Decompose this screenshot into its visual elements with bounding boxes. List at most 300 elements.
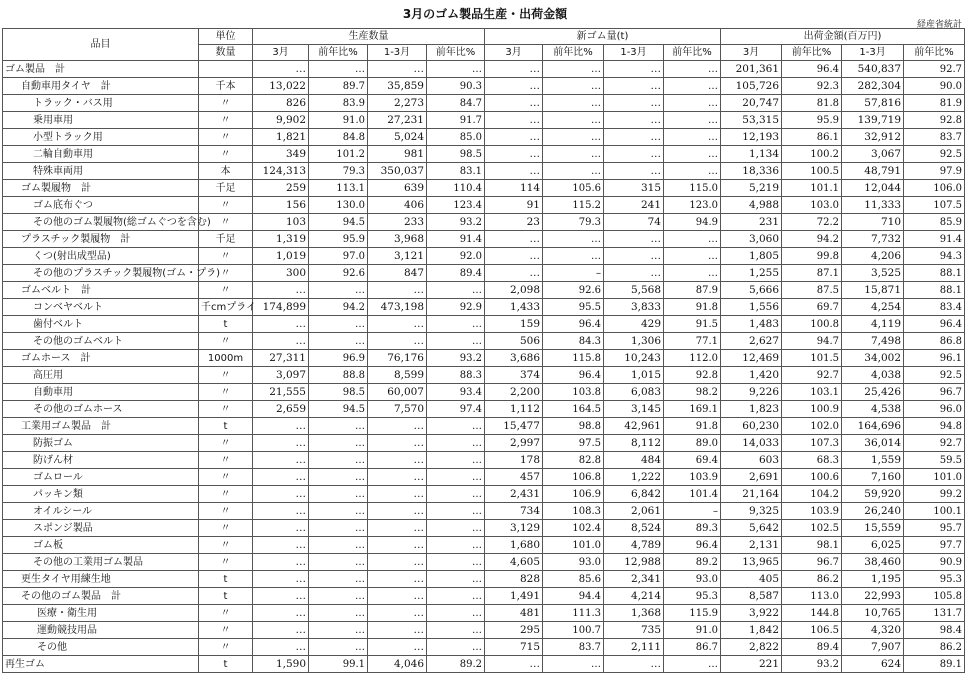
row-yoy-cell: … (427, 622, 485, 639)
row-item-name: その他のプラスチック製履物(ゴム・プラ) (3, 265, 199, 282)
row-value-cell: 15,871 (842, 282, 904, 299)
row-unit: 本 (199, 163, 253, 180)
row-value-cell: 221 (721, 656, 782, 673)
row-value-cell: 295 (485, 622, 543, 639)
row-unit: 〃 (199, 554, 253, 571)
row-yoy-cell: 90.3 (427, 78, 485, 95)
row-yoy-cell: 77.1 (664, 333, 721, 350)
table-row (3, 520, 965, 537)
row-yoy-cell: 115.2 (543, 197, 604, 214)
row-value-cell: 35,859 (368, 78, 427, 95)
row-yoy-cell: … (427, 469, 485, 486)
row-value-cell: 1,559 (842, 452, 904, 469)
row-value-cell: 7,732 (842, 231, 904, 248)
row-value-cell: 735 (604, 622, 664, 639)
table-row (3, 469, 965, 486)
table-row (3, 299, 965, 316)
row-yoy-cell: 96.9 (309, 350, 368, 367)
row-item-name: その他のゴムホース (3, 401, 199, 418)
row-value-cell: … (253, 520, 309, 537)
table-row (3, 265, 965, 282)
row-value-cell: 624 (842, 656, 904, 673)
row-yoy-cell: 94.5 (309, 214, 368, 231)
row-item-name: オイルシール (3, 503, 199, 520)
row-value-cell: 12,988 (604, 554, 664, 571)
row-value-cell: 2,431 (485, 486, 543, 503)
row-value-cell: 1,842 (721, 622, 782, 639)
row-value-cell: 26,240 (842, 503, 904, 520)
row-value-cell: 1,195 (842, 571, 904, 588)
row-value-cell: 6,025 (842, 537, 904, 554)
row-yoy-cell: 89.1 (904, 656, 965, 673)
table-row (3, 486, 965, 503)
row-yoy-cell: … (309, 571, 368, 588)
row-yoy-cell: … (427, 588, 485, 605)
row-yoy-cell: 93.2 (782, 656, 842, 673)
row-yoy-cell: 95.3 (904, 571, 965, 588)
row-item-name: ゴムロール (3, 469, 199, 486)
row-yoy-cell: 98.4 (904, 622, 965, 639)
row-value-cell: 3,145 (604, 401, 664, 418)
row-item-name: ゴム板 (3, 537, 199, 554)
row-value-cell: 710 (842, 214, 904, 231)
row-yoy-cell: 79.3 (543, 214, 604, 231)
row-item-name: 医療・衛生用 (3, 605, 199, 622)
row-value-cell: … (368, 282, 427, 299)
row-value-cell: 374 (485, 367, 543, 384)
row-value-cell: 4,214 (604, 588, 664, 605)
row-item-name: その他のゴム製履物(総ゴムぐつを含む) (3, 214, 199, 231)
row-yoy-cell: 96.4 (543, 316, 604, 333)
row-yoy-cell: 97.5 (543, 435, 604, 452)
row-yoy-cell: … (427, 537, 485, 554)
row-item-name: 特殊車両用 (3, 163, 199, 180)
row-value-cell: … (485, 95, 543, 112)
row-unit: 〃 (199, 282, 253, 299)
row-value-cell: 156 (253, 197, 309, 214)
row-value-cell: … (253, 588, 309, 605)
row-value-cell: … (368, 554, 427, 571)
row-yoy-cell: … (309, 452, 368, 469)
row-yoy-cell: 82.8 (543, 452, 604, 469)
row-value-cell: 4,320 (842, 622, 904, 639)
row-value-cell: … (368, 520, 427, 537)
row-item-name: くつ(射出成型品) (3, 248, 199, 265)
row-value-cell: … (485, 656, 543, 673)
row-value-cell: … (604, 129, 664, 146)
row-unit: 〃 (199, 486, 253, 503)
row-value-cell: 34,002 (842, 350, 904, 367)
row-value-cell: 8,524 (604, 520, 664, 537)
row-yoy-cell: 105.6 (543, 180, 604, 197)
rubber-products-table (2, 28, 965, 673)
row-value-cell: … (253, 61, 309, 78)
row-yoy-cell: 81.9 (904, 95, 965, 112)
row-yoy-cell: 100.6 (782, 469, 842, 486)
row-yoy-cell: … (309, 282, 368, 299)
row-value-cell: 60,007 (368, 384, 427, 401)
row-item-name: ゴム底布ぐつ (3, 197, 199, 214)
row-value-cell: 847 (368, 265, 427, 282)
row-unit: t (199, 588, 253, 605)
header-unit-top: 単位 (199, 29, 253, 45)
row-yoy-cell: 123.0 (664, 197, 721, 214)
row-yoy-cell: 84.8 (309, 129, 368, 146)
row-yoy-cell: 90.9 (904, 554, 965, 571)
row-yoy-cell: 92.6 (309, 265, 368, 282)
table-row (3, 282, 965, 299)
row-value-cell: … (253, 452, 309, 469)
row-unit: 〃 (199, 112, 253, 129)
row-value-cell: 350,037 (368, 163, 427, 180)
row-yoy-cell: 101.4 (664, 486, 721, 503)
row-value-cell: 91 (485, 197, 543, 214)
table-row (3, 146, 965, 163)
row-item-name: プラスチック製履物 計 (3, 231, 199, 248)
row-value-cell: 9,226 (721, 384, 782, 401)
row-yoy-cell: 68.3 (782, 452, 842, 469)
row-yoy-cell: 92.8 (904, 112, 965, 129)
row-item-name: 乗用車用 (3, 112, 199, 129)
row-value-cell: 174,899 (253, 299, 309, 316)
header-group-shipment: 出荷金額(百万円) (721, 29, 965, 45)
row-value-cell: 715 (485, 639, 543, 656)
row-yoy-cell: 91.7 (427, 112, 485, 129)
row-yoy-cell: 107.3 (782, 435, 842, 452)
row-value-cell: 105,726 (721, 78, 782, 95)
row-value-cell: 1,680 (485, 537, 543, 554)
row-item-name: 更生タイヤ用練生地 (3, 571, 199, 588)
row-yoy-cell: 85.6 (543, 571, 604, 588)
table-row (3, 78, 965, 95)
row-value-cell: 315 (604, 180, 664, 197)
row-unit: 〃 (199, 435, 253, 452)
table-row (3, 452, 965, 469)
row-value-cell: 7,570 (368, 401, 427, 418)
row-yoy-cell: 92.0 (427, 248, 485, 265)
row-yoy-cell: … (427, 418, 485, 435)
source-note: 経産省統計 (916, 20, 962, 30)
table-row (3, 180, 965, 197)
row-value-cell: 5,024 (368, 129, 427, 146)
row-yoy-cell: 108.3 (543, 503, 604, 520)
subheader: 1-3月 (842, 45, 904, 61)
row-yoy-cell: … (664, 61, 721, 78)
row-yoy-cell: 100.7 (543, 622, 604, 639)
row-value-cell: … (368, 622, 427, 639)
row-item-name: トラック・バス用 (3, 95, 199, 112)
row-value-cell: 406 (368, 197, 427, 214)
table-row (3, 554, 965, 571)
subheader: 前年比% (904, 45, 965, 61)
row-value-cell: 1,433 (485, 299, 543, 316)
row-yoy-cell: … (664, 129, 721, 146)
row-yoy-cell: … (309, 435, 368, 452)
row-yoy-cell: 111.3 (543, 605, 604, 622)
row-yoy-cell: 94.3 (904, 248, 965, 265)
row-yoy-cell: … (309, 418, 368, 435)
subheader: 3月 (253, 45, 309, 61)
row-value-cell: 32,912 (842, 129, 904, 146)
row-value-cell: 4,988 (721, 197, 782, 214)
row-value-cell: … (368, 571, 427, 588)
table-row (3, 316, 965, 333)
row-yoy-cell: 92.7 (904, 61, 965, 78)
row-yoy-cell: … (309, 588, 368, 605)
row-yoy-cell: 98.1 (782, 537, 842, 554)
row-value-cell: … (368, 333, 427, 350)
row-value-cell: 4,538 (842, 401, 904, 418)
row-item-name: ゴムベルト 計 (3, 282, 199, 299)
row-yoy-cell: … (543, 112, 604, 129)
row-value-cell: 20,747 (721, 95, 782, 112)
row-yoy-cell: 91.4 (427, 231, 485, 248)
row-value-cell: … (253, 316, 309, 333)
row-yoy-cell: 92.6 (543, 282, 604, 299)
row-yoy-cell: 97.0 (309, 248, 368, 265)
row-yoy-cell: … (543, 163, 604, 180)
row-value-cell: 1,491 (485, 588, 543, 605)
row-value-cell: 4,605 (485, 554, 543, 571)
row-value-cell: 21,555 (253, 384, 309, 401)
row-yoy-cell: 85.9 (904, 214, 965, 231)
row-unit: 〃 (199, 503, 253, 520)
table-row (3, 197, 965, 214)
row-yoy-cell: … (427, 316, 485, 333)
row-yoy-cell: 99.8 (782, 248, 842, 265)
table-row (3, 622, 965, 639)
row-unit: 〃 (199, 129, 253, 146)
row-yoy-cell: 91.8 (664, 418, 721, 435)
row-yoy-cell: 96.7 (904, 384, 965, 401)
row-yoy-cell: 89.4 (427, 265, 485, 282)
row-yoy-cell: 103.1 (782, 384, 842, 401)
row-value-cell: 603 (721, 452, 782, 469)
row-yoy-cell: – (664, 503, 721, 520)
row-yoy-cell: 102.4 (543, 520, 604, 537)
row-yoy-cell: … (664, 163, 721, 180)
row-unit: 千cmプライ (199, 299, 253, 316)
row-yoy-cell: … (664, 78, 721, 95)
row-yoy-cell: 103.0 (782, 197, 842, 214)
row-value-cell: 53,315 (721, 112, 782, 129)
row-yoy-cell: 106.8 (543, 469, 604, 486)
row-yoy-cell: … (543, 95, 604, 112)
row-yoy-cell: 144.8 (782, 605, 842, 622)
row-yoy-cell: 95.9 (309, 231, 368, 248)
row-value-cell: 3,525 (842, 265, 904, 282)
row-unit: 〃 (199, 384, 253, 401)
row-item-name: 運動競技用品 (3, 622, 199, 639)
row-yoy-cell: 101.0 (543, 537, 604, 554)
row-value-cell: 5,642 (721, 520, 782, 537)
row-value-cell: … (368, 537, 427, 554)
row-yoy-cell: 93.2 (427, 214, 485, 231)
row-unit: 〃 (199, 367, 253, 384)
row-yoy-cell: 94.7 (782, 333, 842, 350)
row-value-cell: 4,254 (842, 299, 904, 316)
row-value-cell: 60,230 (721, 418, 782, 435)
row-yoy-cell: 87.5 (782, 282, 842, 299)
row-value-cell: 2,098 (485, 282, 543, 299)
row-yoy-cell: 93.0 (664, 571, 721, 588)
table-row (3, 384, 965, 401)
row-yoy-cell: 89.3 (664, 520, 721, 537)
row-value-cell: 6,083 (604, 384, 664, 401)
row-yoy-cell: 86.7 (664, 639, 721, 656)
row-yoy-cell: … (427, 554, 485, 571)
row-value-cell: 7,160 (842, 469, 904, 486)
row-value-cell: 2,341 (604, 571, 664, 588)
row-value-cell: 164,696 (842, 418, 904, 435)
row-yoy-cell: 89.0 (664, 435, 721, 452)
row-yoy-cell: 88.1 (904, 282, 965, 299)
row-yoy-cell: … (309, 333, 368, 350)
row-yoy-cell: … (664, 95, 721, 112)
row-value-cell: … (604, 112, 664, 129)
row-value-cell: 23 (485, 214, 543, 231)
row-yoy-cell: … (664, 656, 721, 673)
row-yoy-cell: 87.9 (664, 282, 721, 299)
row-value-cell: … (485, 231, 543, 248)
row-yoy-cell: … (543, 129, 604, 146)
row-yoy-cell: … (309, 554, 368, 571)
row-value-cell: 10,765 (842, 605, 904, 622)
row-yoy-cell: … (309, 61, 368, 78)
row-unit: t (199, 316, 253, 333)
row-yoy-cell: … (427, 571, 485, 588)
row-value-cell: 4,038 (842, 367, 904, 384)
row-yoy-cell: 83.7 (543, 639, 604, 656)
row-value-cell: 233 (368, 214, 427, 231)
row-value-cell: 3,067 (842, 146, 904, 163)
row-value-cell: 429 (604, 316, 664, 333)
row-value-cell: … (253, 282, 309, 299)
row-yoy-cell: 100.1 (904, 503, 965, 520)
row-unit: 〃 (199, 622, 253, 639)
row-value-cell: 1,306 (604, 333, 664, 350)
row-value-cell: 2,627 (721, 333, 782, 350)
row-value-cell: … (253, 571, 309, 588)
row-yoy-cell: … (309, 520, 368, 537)
row-yoy-cell: … (427, 503, 485, 520)
table-row (3, 435, 965, 452)
subheader: 3月 (721, 45, 782, 61)
row-value-cell: … (368, 639, 427, 656)
row-yoy-cell: 59.5 (904, 452, 965, 469)
row-yoy-cell: 96.4 (782, 61, 842, 78)
table-row (3, 163, 965, 180)
row-item-name: コンベヤベルト (3, 299, 199, 316)
row-yoy-cell: … (427, 486, 485, 503)
row-value-cell: 3,833 (604, 299, 664, 316)
row-value-cell: … (368, 418, 427, 435)
row-yoy-cell: 113.0 (782, 588, 842, 605)
row-yoy-cell: … (543, 78, 604, 95)
row-value-cell: 11,333 (842, 197, 904, 214)
subheader: 前年比% (309, 45, 368, 61)
row-unit: 〃 (199, 248, 253, 265)
row-value-cell: … (604, 265, 664, 282)
row-value-cell: 3,121 (368, 248, 427, 265)
table-row (3, 537, 965, 554)
row-value-cell: 2,997 (485, 435, 543, 452)
row-value-cell: … (368, 486, 427, 503)
row-yoy-cell: … (427, 282, 485, 299)
row-value-cell: … (253, 537, 309, 554)
row-value-cell: … (368, 452, 427, 469)
row-value-cell: 405 (721, 571, 782, 588)
row-value-cell: 481 (485, 605, 543, 622)
row-value-cell: 484 (604, 452, 664, 469)
row-yoy-cell: 91.4 (904, 231, 965, 248)
row-value-cell: 3,097 (253, 367, 309, 384)
row-yoy-cell: 86.2 (904, 639, 965, 656)
row-item-name: 二輪自動車用 (3, 146, 199, 163)
row-value-cell: 57,816 (842, 95, 904, 112)
row-yoy-cell: 100.5 (782, 163, 842, 180)
row-value-cell: 27,311 (253, 350, 309, 367)
page-title: 3月のゴム製品生産・出荷金額 (402, 7, 568, 21)
row-unit: 〃 (199, 146, 253, 163)
row-value-cell: … (368, 588, 427, 605)
row-value-cell: 2,691 (721, 469, 782, 486)
row-yoy-cell: 97.4 (427, 401, 485, 418)
row-item-name: その他のゴムベルト (3, 333, 199, 350)
row-yoy-cell: 113.1 (309, 180, 368, 197)
row-item-name: ゴム製履物 計 (3, 180, 199, 197)
row-value-cell: 12,469 (721, 350, 782, 367)
row-yoy-cell: … (309, 605, 368, 622)
row-yoy-cell: 100.8 (782, 316, 842, 333)
row-yoy-cell: … (309, 537, 368, 554)
row-item-name: 再生ゴム (3, 656, 199, 673)
row-value-cell: 178 (485, 452, 543, 469)
row-yoy-cell: 86.1 (782, 129, 842, 146)
row-value-cell: 4,119 (842, 316, 904, 333)
subheader: 前年比% (427, 45, 485, 61)
row-yoy-cell: 96.4 (664, 537, 721, 554)
row-yoy-cell: 95.9 (782, 112, 842, 129)
row-unit: t (199, 656, 253, 673)
row-value-cell: 259 (253, 180, 309, 197)
row-yoy-cell: 85.0 (427, 129, 485, 146)
row-value-cell: … (253, 486, 309, 503)
row-value-cell: 4,206 (842, 248, 904, 265)
table-row (3, 639, 965, 656)
row-value-cell: 103 (253, 214, 309, 231)
row-value-cell: 2,273 (368, 95, 427, 112)
row-yoy-cell: 103.9 (782, 503, 842, 520)
table-row (3, 367, 965, 384)
row-yoy-cell: 95.5 (543, 299, 604, 316)
row-value-cell: 4,789 (604, 537, 664, 554)
row-value-cell: 1,368 (604, 605, 664, 622)
table-row (3, 61, 965, 78)
row-yoy-cell: 96.1 (904, 350, 965, 367)
row-yoy-cell: 101.0 (904, 469, 965, 486)
subheader: 1-3月 (604, 45, 664, 61)
row-value-cell: 1,823 (721, 401, 782, 418)
row-unit: 〃 (199, 605, 253, 622)
row-yoy-cell: 99.2 (904, 486, 965, 503)
row-value-cell: 2,659 (253, 401, 309, 418)
row-unit: 〃 (199, 95, 253, 112)
row-yoy-cell: … (543, 231, 604, 248)
row-value-cell: 36,014 (842, 435, 904, 452)
row-value-cell: 2,061 (604, 503, 664, 520)
row-yoy-cell: 96.4 (543, 367, 604, 384)
